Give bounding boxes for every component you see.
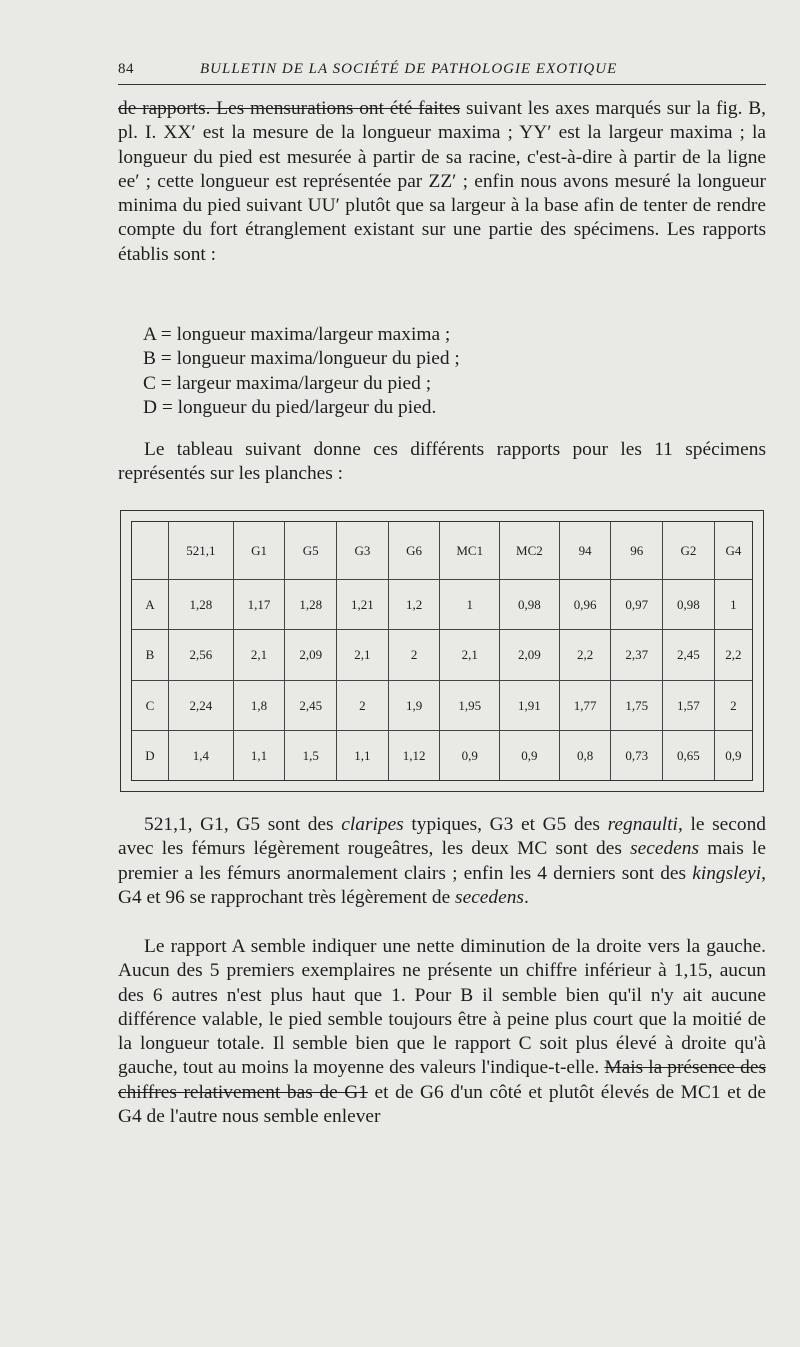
row-label: A — [132, 580, 169, 630]
struck-text: de rapports. Les mensurations ont été faites — [118, 98, 461, 119]
formula-c: C = largeur maxima/largeur du pied ; — [143, 372, 432, 394]
table-cell: 1,91 — [500, 680, 560, 730]
table-cell: 1,9 — [388, 680, 440, 730]
column-header: G1 — [233, 522, 285, 580]
species-paragraph — [118, 813, 766, 910]
formula-a: A = longueur maxima/largeur maxima ; — [143, 324, 451, 345]
column-header: G6 — [388, 522, 440, 580]
column-header: G4 — [714, 522, 752, 580]
table-row — [132, 731, 752, 780]
column-header: MC1 — [440, 522, 500, 580]
text-run: mais le premier a les fémurs anormalement clairs ; enfin les 4 derniers sont des — [118, 838, 767, 884]
table-cell: 2 — [337, 680, 389, 730]
text-run: . — [523, 886, 529, 908]
row-label: C — [132, 680, 169, 730]
species-name: secedens — [455, 886, 524, 908]
table-cell: 0,98 — [663, 580, 715, 630]
row-label: D — [145, 747, 155, 763]
table-cell: 2,2 — [714, 630, 752, 680]
table-cell: 2,45 — [663, 630, 715, 680]
species-name: claripes — [341, 814, 404, 835]
formula-b: B = longueur maxima/longueur du pied ; — [143, 348, 460, 370]
text-run: et de G6 d'un côté et plutôt élevés de MC1 et de G4 de l'autre nous semble enlever — [118, 1081, 766, 1128]
text-run: 521,1, G1, G5 sont des — [144, 814, 342, 835]
table-row — [132, 630, 752, 680]
column-header: G2 — [663, 522, 715, 580]
table-intro: Le tableau suivant donne ces différents rapports pour les 11 spécimens représentés sur les planches : — [118, 439, 766, 485]
table-cell: 2,09 — [500, 630, 560, 680]
table-header-row — [132, 522, 752, 580]
table-cell: 2 — [714, 680, 752, 730]
text-run: typiques, G3 et G5 des — [403, 814, 608, 835]
table-cell: 2,45 — [285, 680, 337, 730]
column-header: G5 — [285, 522, 337, 580]
intro-paragraph — [118, 97, 766, 267]
table-cell: 1,21 — [337, 580, 389, 630]
table-cell: 0,96 — [559, 580, 611, 630]
table-cell: 0,73 — [611, 731, 663, 780]
table-cell: 2,1 — [440, 630, 500, 680]
table-cell: 1,57 — [663, 680, 715, 730]
page-number: 84 — [118, 61, 134, 77]
column-header: 94 — [559, 522, 611, 580]
table-cell: 2,37 — [611, 630, 663, 680]
species-name: secedens — [630, 838, 700, 860]
column-header: 96 — [611, 522, 663, 580]
column-header: G3 — [337, 522, 389, 580]
table-cell: 1 — [714, 580, 752, 630]
table-cell: 1,28 — [285, 580, 337, 630]
table-cell: 1 — [440, 580, 500, 630]
column-header — [132, 522, 169, 580]
analysis-paragraph — [118, 935, 766, 1129]
table-cell: 0,9 — [714, 731, 752, 780]
text-run: Le rapport A semble indiquer une nette diminution de la droite vers la gauche. Aucun des 5 premiers exemplaires ne présente un chiffre inférieur à 1,15, aucun des 6 autres n'est plus haut que 1. Pour B il semble bien qu'il n'y ait aucune différence valable, le pied semble toujours être à peine plus court que la moitié de la longueur totale. Il semble bien que le rapport C soit plus élevé à droite qu'à gauche, tout au moins la moyenne des valeurs l'indique-t-elle. — [118, 936, 766, 1079]
table-cell: 1,8 — [233, 680, 285, 730]
formula-d: D = longueur du pied/largeur du pied. — [143, 396, 437, 418]
table-cell: 1,12 — [388, 731, 440, 780]
ratios-table — [120, 510, 764, 792]
table-cell: 2,2 — [559, 630, 611, 680]
intro-text: suivant les axes marqués sur la fig. B, pl. I. XX′ est la mesure de la longueur maxima ; YY′ est la largeur maxima ; la longueur du pied est mesurée à partir de sa racine, c'est-à-dire à partir de la ligne ee′ ; cette longueur est représentée par ZZ′ ; enfin nous avons mesuré la longueur minima du pied suivant UU′ plutôt que sa largeur à la base afin de tenter de rendre compte du fort étranglement existant sur une partie des spécimens. Les rapports établis sont : — [118, 98, 767, 265]
table-cell: 2,56 — [169, 630, 234, 680]
journal-title: BULLETIN DE LA SOCIÉTÉ DE PATHOLOGIE EXOTIQUE — [200, 61, 618, 77]
table-row — [132, 580, 752, 630]
table-cell: 0,65 — [663, 731, 715, 780]
species-name: kingsleyi — [692, 862, 762, 884]
table-cell: 1,17 — [233, 580, 285, 630]
table-cell: 0,8 — [559, 731, 611, 780]
column-header: 521,1 — [169, 522, 234, 580]
text-run: , G4 et 96 se rapprochant très légèrement de — [118, 862, 766, 908]
header-rule — [118, 84, 766, 85]
species-name: regnaulti — [607, 814, 678, 835]
table-cell: 2,24 — [169, 680, 234, 730]
struck-text: Mais la présence des chiffres relativement bas de G1 — [118, 1057, 766, 1103]
table-row — [132, 680, 752, 730]
table-cell: 1,77 — [559, 680, 611, 730]
table-cell: 0,9 — [500, 731, 560, 780]
column-header: MC2 — [500, 522, 560, 580]
table-cell: 1,4 — [169, 731, 234, 780]
table-cell: 1,1 — [337, 731, 389, 780]
table-cell: 1,75 — [611, 680, 663, 730]
table-cell: 1,5 — [285, 731, 337, 780]
table-cell: 2,09 — [285, 630, 337, 680]
table-cell: 1,95 — [440, 680, 500, 730]
text-run: , le second avec les fémurs légèrement rougeâtres, les deux MC sont des — [118, 814, 766, 860]
table-cell: 2,1 — [233, 630, 285, 680]
running-header — [118, 57, 766, 83]
table-cell: 1,1 — [233, 731, 285, 780]
table-cell: 1,2 — [388, 580, 440, 630]
table-cell: 0,9 — [440, 731, 500, 780]
table-cell: 0,97 — [611, 580, 663, 630]
table-cell: 1,28 — [169, 580, 234, 630]
table-cell: 0,98 — [500, 580, 560, 630]
table-cell: 2,1 — [337, 630, 389, 680]
table-cell: 2 — [388, 630, 440, 680]
row-label: B — [132, 630, 169, 680]
ratio-definitions — [143, 323, 703, 420]
